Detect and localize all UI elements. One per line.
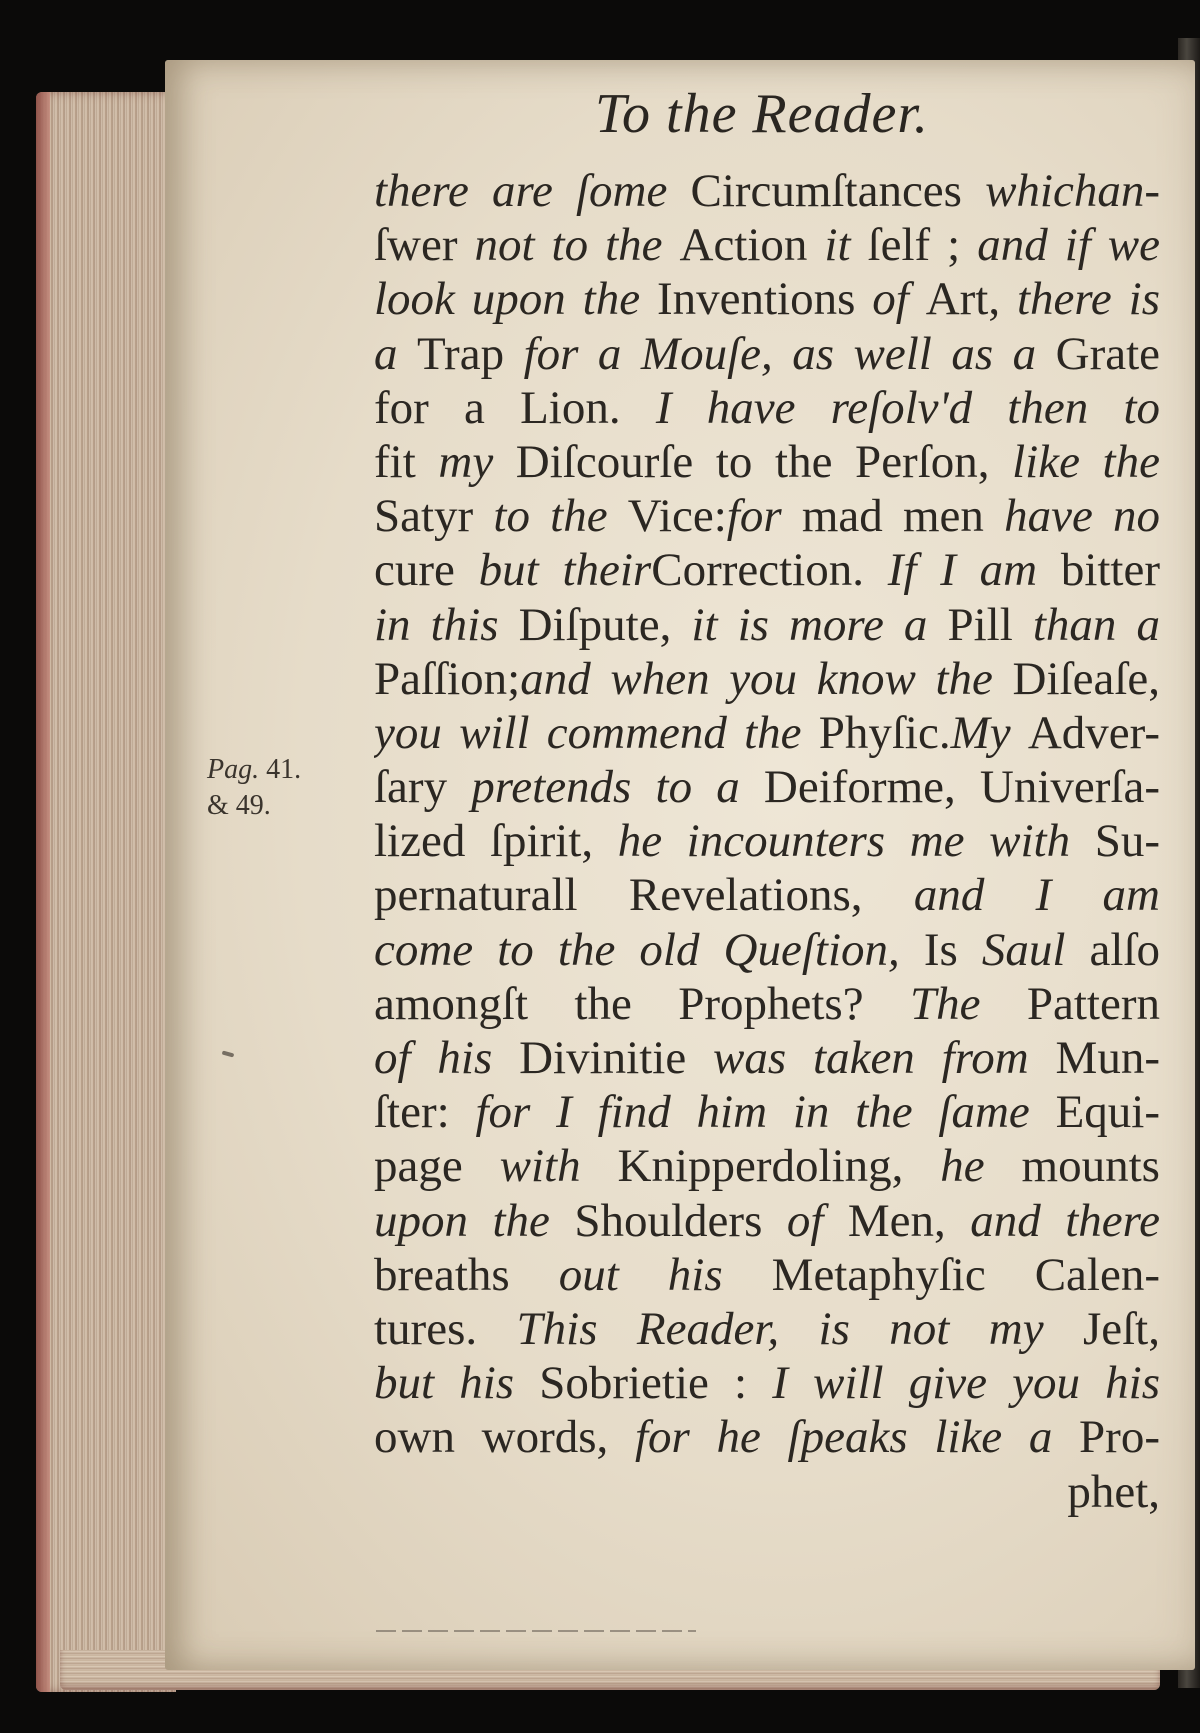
italic-segment: of xyxy=(872,273,926,326)
italic-segment: have no xyxy=(1004,490,1160,543)
text-line xyxy=(374,706,1160,760)
italic-segment: for a Mouſe, as well as a xyxy=(523,327,1056,380)
margin-note-line xyxy=(207,788,301,824)
text-line xyxy=(374,814,1160,868)
text-line xyxy=(374,543,1160,597)
roman-segment: for a Lion. xyxy=(374,381,656,434)
text-line xyxy=(374,760,1160,814)
text-line xyxy=(374,868,1160,922)
italic-segment: I will give you his xyxy=(772,1357,1160,1410)
roman-segment: mad men xyxy=(801,490,1005,543)
roman-segment: fit xyxy=(374,435,439,488)
body-text xyxy=(374,164,1160,1519)
roman-segment: Phyſic. xyxy=(818,706,951,759)
text-line xyxy=(374,977,1160,1031)
roman-segment: Knipperdoling, xyxy=(617,1140,941,1193)
roman-segment: Vice: xyxy=(627,490,727,543)
roman-segment: bitter xyxy=(1060,544,1160,597)
roman-segment: Grate xyxy=(1055,327,1160,380)
italic-segment: like the xyxy=(1012,435,1160,488)
italic-segment: for I find him in the ſame xyxy=(475,1086,1056,1139)
roman-segment: Correction. xyxy=(651,544,888,597)
text-line xyxy=(374,1356,1160,1410)
roman-segment: Art, xyxy=(925,273,1017,326)
text-line xyxy=(374,598,1160,652)
roman-segment: Action xyxy=(679,219,825,272)
roman-segment: own words, xyxy=(374,1411,635,1464)
italic-segment: was taken from xyxy=(713,1032,1056,1084)
text-line xyxy=(374,489,1160,543)
italic-segment: for xyxy=(726,490,802,543)
italic-segment: in this xyxy=(374,598,519,651)
italic-segment: upon the xyxy=(374,1194,575,1247)
italic-segment: but their xyxy=(478,544,652,597)
italic-segment: and I am xyxy=(913,869,1160,922)
italic-segment: he incounters me with xyxy=(617,815,1095,868)
text-line xyxy=(374,272,1160,326)
italic-segment: If I am xyxy=(887,544,1061,597)
italic-segment: there is xyxy=(1016,273,1160,326)
text-line xyxy=(374,218,1160,272)
italic-segment: it xyxy=(824,219,868,272)
italic-segment: look upon the xyxy=(374,273,657,326)
roman-segment: Sobrietie : xyxy=(539,1357,773,1410)
italic-segment: for he ſpeaks like a xyxy=(634,1411,1080,1464)
text-line xyxy=(374,1139,1160,1193)
roman-segment: Su- xyxy=(1094,815,1160,868)
italic-segment: of his xyxy=(374,1032,520,1084)
roman-segment: Shoulders xyxy=(574,1194,787,1247)
roman-segment: Satyr xyxy=(374,490,494,543)
page-edges-left xyxy=(36,92,176,1692)
italic-segment: out his xyxy=(558,1248,772,1301)
roman-segment: Inventions xyxy=(656,273,873,326)
margin-note-segment: & 49. xyxy=(207,790,271,821)
italic-segment: I have reſolv'd then to xyxy=(655,381,1160,434)
roman-segment: Deiforme, Univerſa- xyxy=(763,761,1160,814)
text-line xyxy=(374,1085,1160,1139)
roman-segment: Adver- xyxy=(1027,706,1160,759)
italic-segment: of xyxy=(786,1194,848,1247)
roman-segment: Trap xyxy=(417,327,524,380)
roman-segment: Men, xyxy=(847,1194,971,1247)
margin-note-segment: 41. xyxy=(259,754,302,785)
margin-note-line xyxy=(207,752,301,788)
text-line xyxy=(374,1302,1160,1356)
text-line xyxy=(374,923,1160,977)
roman-segment: Mun- xyxy=(1055,1032,1160,1084)
roman-segment: amongſt the Prophets? xyxy=(374,977,910,1030)
roman-segment: mounts xyxy=(1021,1140,1160,1193)
italic-segment: This Reader, is not my xyxy=(516,1302,1083,1355)
text-line xyxy=(374,1248,1160,1302)
roman-segment: Metaphyſic Calen- xyxy=(771,1248,1160,1301)
roman-segment: Paſſion; xyxy=(374,652,521,705)
roman-segment: Pattern xyxy=(1026,977,1160,1030)
italic-segment: my xyxy=(438,435,516,488)
italic-segment: with xyxy=(499,1140,618,1193)
italic-segment: there are ſome xyxy=(374,165,691,217)
italic-segment: to the xyxy=(493,490,628,543)
red-page-edge xyxy=(36,92,50,1692)
text-line xyxy=(374,164,1160,218)
roman-segment: tures. xyxy=(374,1302,517,1355)
margin-note xyxy=(207,752,301,824)
italic-segment: a xyxy=(374,327,417,380)
footer-rule xyxy=(376,1630,696,1632)
roman-segment: ſary xyxy=(374,761,472,814)
roman-segment: Diſcourſe to the Perſon, xyxy=(515,435,1013,488)
roman-segment: cure xyxy=(374,544,479,597)
roman-segment: Equi- xyxy=(1055,1086,1160,1139)
italic-segment: and if we xyxy=(977,219,1160,272)
italic-segment: My xyxy=(950,706,1028,759)
italic-segment: pretends to a xyxy=(471,761,764,814)
roman-segment: page xyxy=(374,1140,500,1193)
roman-segment: Divinitie xyxy=(519,1032,714,1084)
italic-segment: than a xyxy=(1032,598,1160,651)
roman-segment: ſelf ; xyxy=(867,219,978,272)
text-line xyxy=(374,1410,1160,1464)
italic-segment: he xyxy=(940,1140,1022,1193)
italic-segment: and there xyxy=(970,1194,1160,1247)
roman-segment: Diſpute, xyxy=(518,598,692,651)
italic-segment: The xyxy=(909,977,1027,1030)
italic-segment: come to the old Queſtion, xyxy=(374,923,924,976)
roman-segment: Pill xyxy=(947,598,1033,651)
italic-segment: it is more a xyxy=(691,598,948,651)
italic-segment: and when you know the xyxy=(520,652,1013,705)
text-line xyxy=(374,1031,1160,1085)
text-line xyxy=(374,327,1160,381)
italic-segment: whichan- xyxy=(985,165,1160,217)
margin-note-segment: Pag. xyxy=(207,754,260,785)
roman-segment: Is xyxy=(923,923,982,976)
text-line xyxy=(374,435,1160,489)
text-line xyxy=(374,1194,1160,1248)
roman-segment: pernaturall Revelations, xyxy=(374,869,914,922)
italic-segment: Saul xyxy=(981,923,1090,976)
roman-segment: Circumſtances xyxy=(690,165,986,217)
roman-segment: Jeſt, xyxy=(1082,1302,1160,1355)
roman-segment: Pro- xyxy=(1079,1411,1160,1464)
italic-segment: you will commend the xyxy=(374,706,819,759)
roman-segment: ſwer xyxy=(374,219,475,272)
roman-segment: ſter: xyxy=(374,1086,476,1139)
roman-segment: alſo xyxy=(1089,923,1160,976)
italic-segment: but his xyxy=(374,1357,540,1410)
roman-segment: Diſeaſe, xyxy=(1012,652,1160,705)
running-head: To the Reader. xyxy=(595,83,929,145)
text-line xyxy=(374,652,1160,706)
catchword: phet, xyxy=(1067,1465,1160,1518)
roman-segment: lized ſpirit, xyxy=(374,815,618,868)
roman-segment: breaths xyxy=(374,1248,559,1301)
italic-segment: not to the xyxy=(474,219,680,272)
text-line xyxy=(374,381,1160,435)
